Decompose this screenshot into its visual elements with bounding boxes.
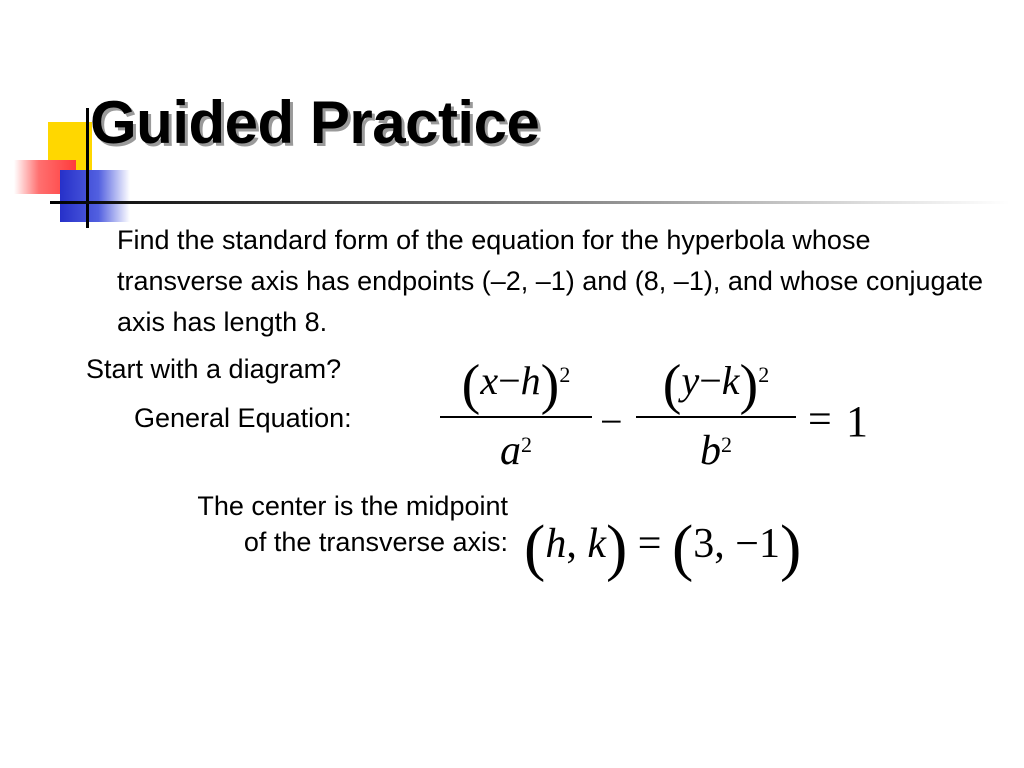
x-fraction — [440, 350, 592, 480]
minus-sign: − — [600, 399, 623, 444]
x-numerator: $(x-h)^2$ — [461, 353, 571, 416]
diagram-prompt: Start with a diagram? — [86, 354, 342, 384]
decor-vertical-line — [86, 108, 89, 228]
equals-sign: = — [808, 397, 832, 443]
general-equation — [440, 350, 880, 480]
slide-title: Guided Practice — [90, 89, 540, 156]
x-denominator: $a^2$ — [500, 428, 532, 474]
center-explanation-line2: of the transverse axis: — [243, 527, 508, 557]
y-fraction — [636, 350, 796, 480]
center-explanation-line1: The center is the midpoint — [197, 491, 508, 521]
fraction-bar — [636, 416, 796, 418]
center-value: 3, −1 — [693, 521, 780, 567]
y-numerator: $(y-k)^2$ — [662, 353, 770, 416]
right-hand-side: 1 — [846, 397, 868, 446]
y-denominator: $b^2$ — [700, 428, 732, 474]
center-explanation — [110, 488, 508, 560]
decor-blue-square — [60, 170, 130, 222]
fraction-bar — [440, 416, 592, 418]
equals-sign: = — [637, 521, 662, 567]
general-equation-label: General Equation: — [134, 403, 352, 433]
decor-horizontal-rule — [50, 201, 1010, 204]
center-equation: (h, k) = (3, −1) — [524, 511, 802, 583]
problem-statement: Find the standard form of the equation for the hyperbola whose transverse axis has endpoints (–2, –1) and (8, –1), and whose conjugate axis has length 8. — [117, 225, 984, 337]
